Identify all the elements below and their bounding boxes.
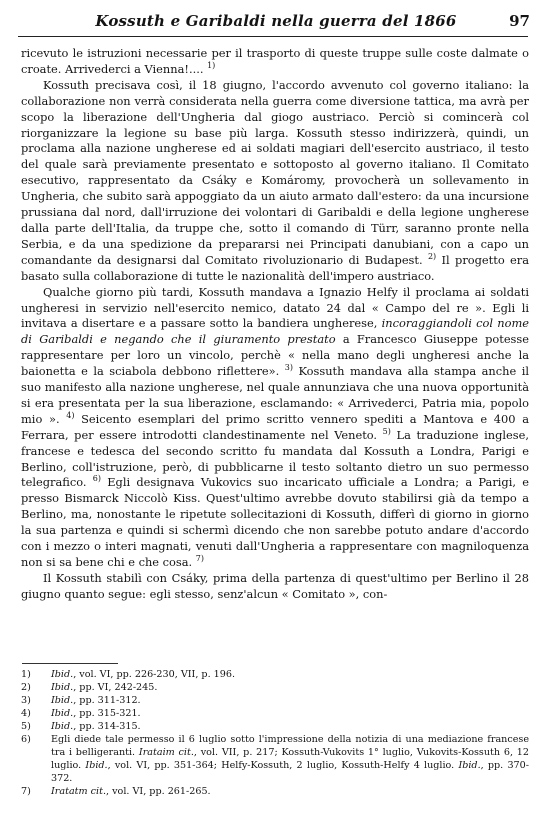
footnote-5 bbox=[21, 720, 529, 733]
footnote-ref[interactable]: 6) bbox=[92, 474, 101, 484]
footnote-rule bbox=[22, 663, 118, 664]
footnote-ref[interactable]: 1) bbox=[207, 61, 216, 71]
footnote-source: Ibid. bbox=[51, 695, 74, 706]
footnote-source: Ibid. bbox=[51, 721, 74, 732]
footnote-ref[interactable]: 3) bbox=[284, 363, 293, 373]
footnote-ref[interactable]: 2) bbox=[427, 251, 437, 261]
footnote-ref[interactable]: 5) bbox=[382, 426, 391, 436]
footnote-text: , pp. 315-321. bbox=[73, 708, 141, 719]
page-number: 97 bbox=[509, 12, 530, 30]
paragraph-text: ricevuto le istruzioni necessarie per il trasporto di queste truppe sulle coste dalmate o croate. Arrivederci a Vienna!.... bbox=[21, 46, 529, 76]
footnote-text: , pp. VI, 242-245. bbox=[73, 682, 158, 693]
paragraph-text: Kossuth mandava alla stampa anche il suo manifesto alla nazione ungherese, nel quale annunziava che una nuova opportunità si era presentata per la sua liberazione, esclamando: « Arrivederci, Patria mia, popolo mio ». bbox=[21, 364, 529, 426]
footnote-mark: 2) bbox=[21, 682, 31, 693]
body-text bbox=[21, 46, 529, 603]
footnote-text: , vol. VI, pp. 261-265. bbox=[106, 786, 211, 797]
running-title: Kossuth e Garibaldi nella guerra del 1866 bbox=[95, 12, 457, 30]
paragraph-3 bbox=[21, 285, 529, 571]
paragraph-text: Kossuth precisava così, il 18 giugno, l'accordo avvenuto col governo italiano: la collaborazione non verrà considerata nella guerra come diversione tattica, ma avrà per scopo la liberazione dell'Ungheria dal giogo austriaco. Perciò si comincerà col riorganizzare la legione su base più larga. Kossuth stesso indirizzerà, quindi, un proclama alla nazione ungherese ed ai soldati magiari dell'esercito austriaco, il testo del quale sarà previamente presentato e sottoposto al governo italiano. Il Comitato esecutivo, rappresentato da Csáky e Komáromy, provocherà un sollevamento in Ungheria, che subito sarà appoggiato da un aiuto armato dall'estero: da una incursione prussiana dal nord, dall'irruzione dei volontari di Garibaldi e della legione ungherese dalla parte dell'Italia, da truppe che, sotto il comando di Türr, saranno pronte nella Serbia, e da una spedizione da prepararsi nei Principati danubiani, con a capo un comandante da designarsi dal Comitato rivoluzionario di Budapest. bbox=[21, 77, 529, 267]
paragraph-text: La traduzione inglese, francese e tedesca del secondo scritto fu mandata dal Kossuth a Londra, Parigi e Berlino, coll'istruzione, però, di pubblicarne il testo soltanto dietro un suo permesso telegrafico. bbox=[21, 427, 529, 490]
footnote-source: Ibid. bbox=[51, 669, 74, 680]
footnote-mark: 3) bbox=[21, 695, 31, 706]
footnote-1 bbox=[21, 668, 529, 681]
footnote-ref[interactable]: 4) bbox=[66, 411, 75, 421]
footnote-source: Iratatm cit. bbox=[51, 786, 107, 797]
footnote-source: Ibid. bbox=[51, 682, 74, 693]
footnote-mark: 4) bbox=[21, 708, 31, 719]
footnote-text: , pp. 311-312. bbox=[73, 695, 141, 706]
footnote-source: Ibid. bbox=[458, 760, 481, 771]
footnote-ref[interactable]: 7) bbox=[195, 554, 204, 564]
paragraph-text: Qualche giorno più tardi, Kossuth mandava a Ignazio Helfy il proclama ai soldati ungheresi in servizio nell'esercito nemico, datato 24 dal « Campo del re ». Egli li invitava a disertare e a passare sotto la bandiera ungherese, bbox=[21, 284, 529, 331]
footnote-2 bbox=[21, 681, 529, 694]
header-rule bbox=[18, 36, 528, 37]
footnote-6 bbox=[21, 733, 529, 785]
paragraph-text: Il progetto era basato sulla collaborazione di tutte le nazionalità dell'impero austriaco. bbox=[21, 252, 530, 283]
paragraph-text: Il Kossuth stabilì con Csáky, prima della partenza di quest'ultimo per Berlino il 28 giugno quanto segue: egli stesso, senz'alcun « Comitato », con- bbox=[21, 570, 529, 601]
footnotes bbox=[21, 668, 529, 798]
paragraph-text: a Francesco Giuseppe potesse rappresentare per loro un vincolo, perchè « nella mano degli ungheresi anche la baionetta e la sciabola debbono riflettere». bbox=[21, 332, 529, 379]
footnote-source: Ibid. bbox=[85, 760, 108, 771]
paragraph-4 bbox=[21, 571, 529, 603]
footnote-text: , vol. VI, pp. 351-364; Helfy-Kossuth, 2 luglio, Kossuth-Helfy 4 luglio. bbox=[107, 760, 459, 771]
footnote-text: , vol. VI, pp. 226-230, VII, p. 196. bbox=[73, 669, 236, 680]
footnote-text: , pp. 314-315. bbox=[73, 721, 141, 732]
footnote-source: Ibid. bbox=[51, 708, 74, 719]
paragraph-2 bbox=[21, 78, 529, 285]
footnote-text: Egli diede tale permesso il 6 luglio sotto l'impressione della notizia di una mediazione francese tra i belligeranti. bbox=[51, 734, 529, 758]
paragraph-text: Seicento esemplari del primo scritto vennero spediti a Mantova e 400 a Ferrara, per essere introdotti clandestinamente nel Veneto. bbox=[21, 411, 529, 442]
paragraph-italic-text: incoraggiandoli col nome di Garibaldi e negando che il giuramento prestato bbox=[21, 316, 529, 347]
footnote-source: Irataim cit. bbox=[138, 747, 194, 758]
footnote-mark: 1) bbox=[21, 669, 31, 680]
footnote-7 bbox=[21, 785, 529, 798]
footnote-4 bbox=[21, 707, 529, 720]
paragraph-text: Egli designava Vukovics suo incaricato ufficiale a Londra; a Parigi, e presso Bismarck Niccolò Kiss. Quest'ultimo avrebbe dovuto stabilirsi già da tempo a Berlino, ma, nonostante le ripetute sollecitazioni di Kossuth, differì di giorno in giorno la sua partenza e quindi si schermì dicendo che non sarebbe potuto andare d'accordo con i mezzo o interi magnati, venuti dall'Ungheria a rappresentare con magniloquenza non si sa bene chi e che cosa. bbox=[21, 475, 529, 569]
page-header bbox=[22, 8, 530, 34]
footnote-mark: 7) bbox=[21, 786, 31, 797]
footnote-text: , vol. VII, p. 217; Kossuth-Vukovits 1° luglio, Vukovits-Kossuth 6, 12 luglio. bbox=[51, 747, 530, 771]
paragraph-1 bbox=[21, 46, 529, 78]
footnote-mark: 5) bbox=[21, 721, 31, 732]
footnote-mark: 6) bbox=[21, 734, 31, 745]
footnote-3 bbox=[21, 694, 529, 707]
footnote-text: , pp. 370-372. bbox=[51, 760, 529, 784]
